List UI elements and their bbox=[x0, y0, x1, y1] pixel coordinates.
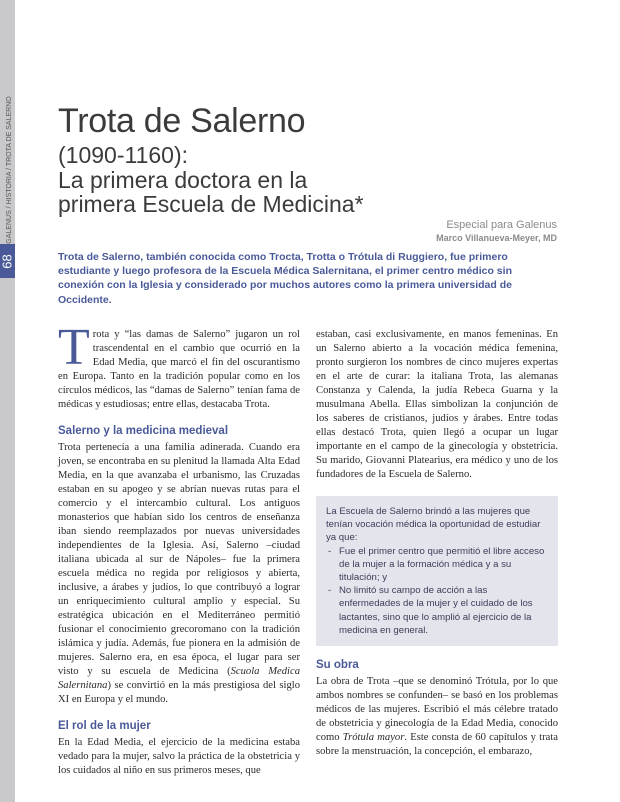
article-title: Trota de Salerno bbox=[58, 102, 306, 140]
callout-item: - No limitó su campo de acción a las enfermedades de la mujer y el cuidado de los lactantes, sino que lo amplió al ejercicio de la medicina en general. bbox=[326, 584, 548, 637]
column-right bbox=[316, 328, 558, 759]
callout-item: - Fue el primer centro que permitió el libre acceso de la mujer a la formación médica y a su titulación; y bbox=[326, 545, 548, 585]
callout-box bbox=[316, 496, 558, 646]
lead-paragraph: Trota de Salerno, también conocida como Trocta, Trotta o Trótula di Ruggiero, fue primero estudiante y luego profesora de la Escuela Médica Salernitana, el primer centro médico sin conexión con la Iglesia y considerado por muchos autores como la primera universidad de Occidente. bbox=[58, 251, 512, 306]
article-subtitle-line1: La primera doctora en la bbox=[58, 167, 308, 193]
drop-cap: T bbox=[58, 319, 90, 376]
right-paragraph-1: estaban, casi exclusivamente, en manos femeninas. En un Salerno abierto a la vocación médica femenina, pronto surgieron los nombres de cinco mujeres expertas en el arte de curar: la italiana Trota, las alemanas Constanza y Calenda, la judía Rebeca Guarna y la musulmana Abella. Ellas simbolizan la conjunción de los saberes de cristianos, judíos y árabes. Entre todas ellas destacó Trota, quien llegó a ocupar un lugar importante en el campo de la ginecología y obstetricia. Su marido, Giovanni Platearius, era médico y uno de los fundadores de la Escuela de Salerno. bbox=[316, 329, 558, 480]
heading-su-obra: Su obra bbox=[316, 659, 359, 672]
special-note: Especial para Galenus bbox=[446, 219, 557, 231]
article-subtitle-line2: primera Escuela de Medicina* bbox=[58, 191, 364, 217]
callout-list bbox=[326, 545, 548, 637]
column-left bbox=[58, 319, 300, 778]
section-path: GALENUS / HISTORIA / TROTA DE SALERNO bbox=[6, 96, 13, 244]
callout-intro: La Escuela de Salerno brindó a las mujeres que tenían vocación médica la oportunidad de estudiar ya que: bbox=[326, 506, 541, 544]
page-number: 68 bbox=[0, 253, 15, 269]
author: Marco Villanueva-Meyer, MD bbox=[436, 233, 557, 243]
article-dates: (1090-1160): bbox=[58, 142, 188, 168]
heading-rol-mujer: El rol de la mujer bbox=[58, 720, 151, 732]
heading-salerno: Salerno y la medicina medieval bbox=[58, 425, 229, 437]
intro-paragraph: Trota y “las damas de Salerno” jugaron un rol trascendental en el cambio que ocurrió en la Edad Media, que marcó el fin del oscurantismo en Europa. Tanto en la tradición popular como en los círculos médicos, las “damas de Salerno” tenían fama de médicas y estudiosas; entre ellas, destacaba Trota. bbox=[58, 319, 300, 410]
obra-paragraph: La obra de Trota –que se denominó Trótula, por lo que ambos nombres se confunden– se basó en los problemas médicos de las mujeres. Escribió el más célebre tratado de obstetricia y ginecología de la Edad Media, conocido como Trótula mayor. Este consta de 60 capítulos y trata sobre la menstruación, la concepción, el embarazo, bbox=[316, 676, 558, 758]
salerno-paragraph: Trota pertenecía a una familia adinerada. Cuando era joven, se encontraba en su plenitud la llamada Alta Edad Media, en la que avanzaba el urbanismo, las Cruzadas estaban en su apogeo y se abrían nuevas rutas para el comercio y el intercambio cultural. Los antiguos monasterios que habían sido los centros de enseñanza iban siendo reemplazados por nuevas universidades independientes de la Iglesia. Así, Salerno –ciudad italiana ubicada al sur de Nápoles– fue la primera escuela médica no regida por religiosos y abierta, inclusive, a árabes y judíos, lo que contribuyó a lograr un enriquecimiento cultural amplio y especial. Su estratégica ubicación en el Mediterráneo permitió fusionar el conocimiento grecoromano con la tradición islámica y judía. Además, fue pionera en la admisión de mujeres. Salerno era, en esa época, el lugar para ser visto y su escuela de Medicina (Scuola Medica Salernitana) se convirtió en la más prestigiosa del siglo XI en Europa y el mundo. bbox=[58, 442, 300, 705]
rol-paragraph: En la Edad Media, el ejercicio de la medicina estaba vedado para la mujer, salvo la práctica de la obstetricia y los cuidados al niño en sus primeros meses, que bbox=[58, 737, 300, 776]
